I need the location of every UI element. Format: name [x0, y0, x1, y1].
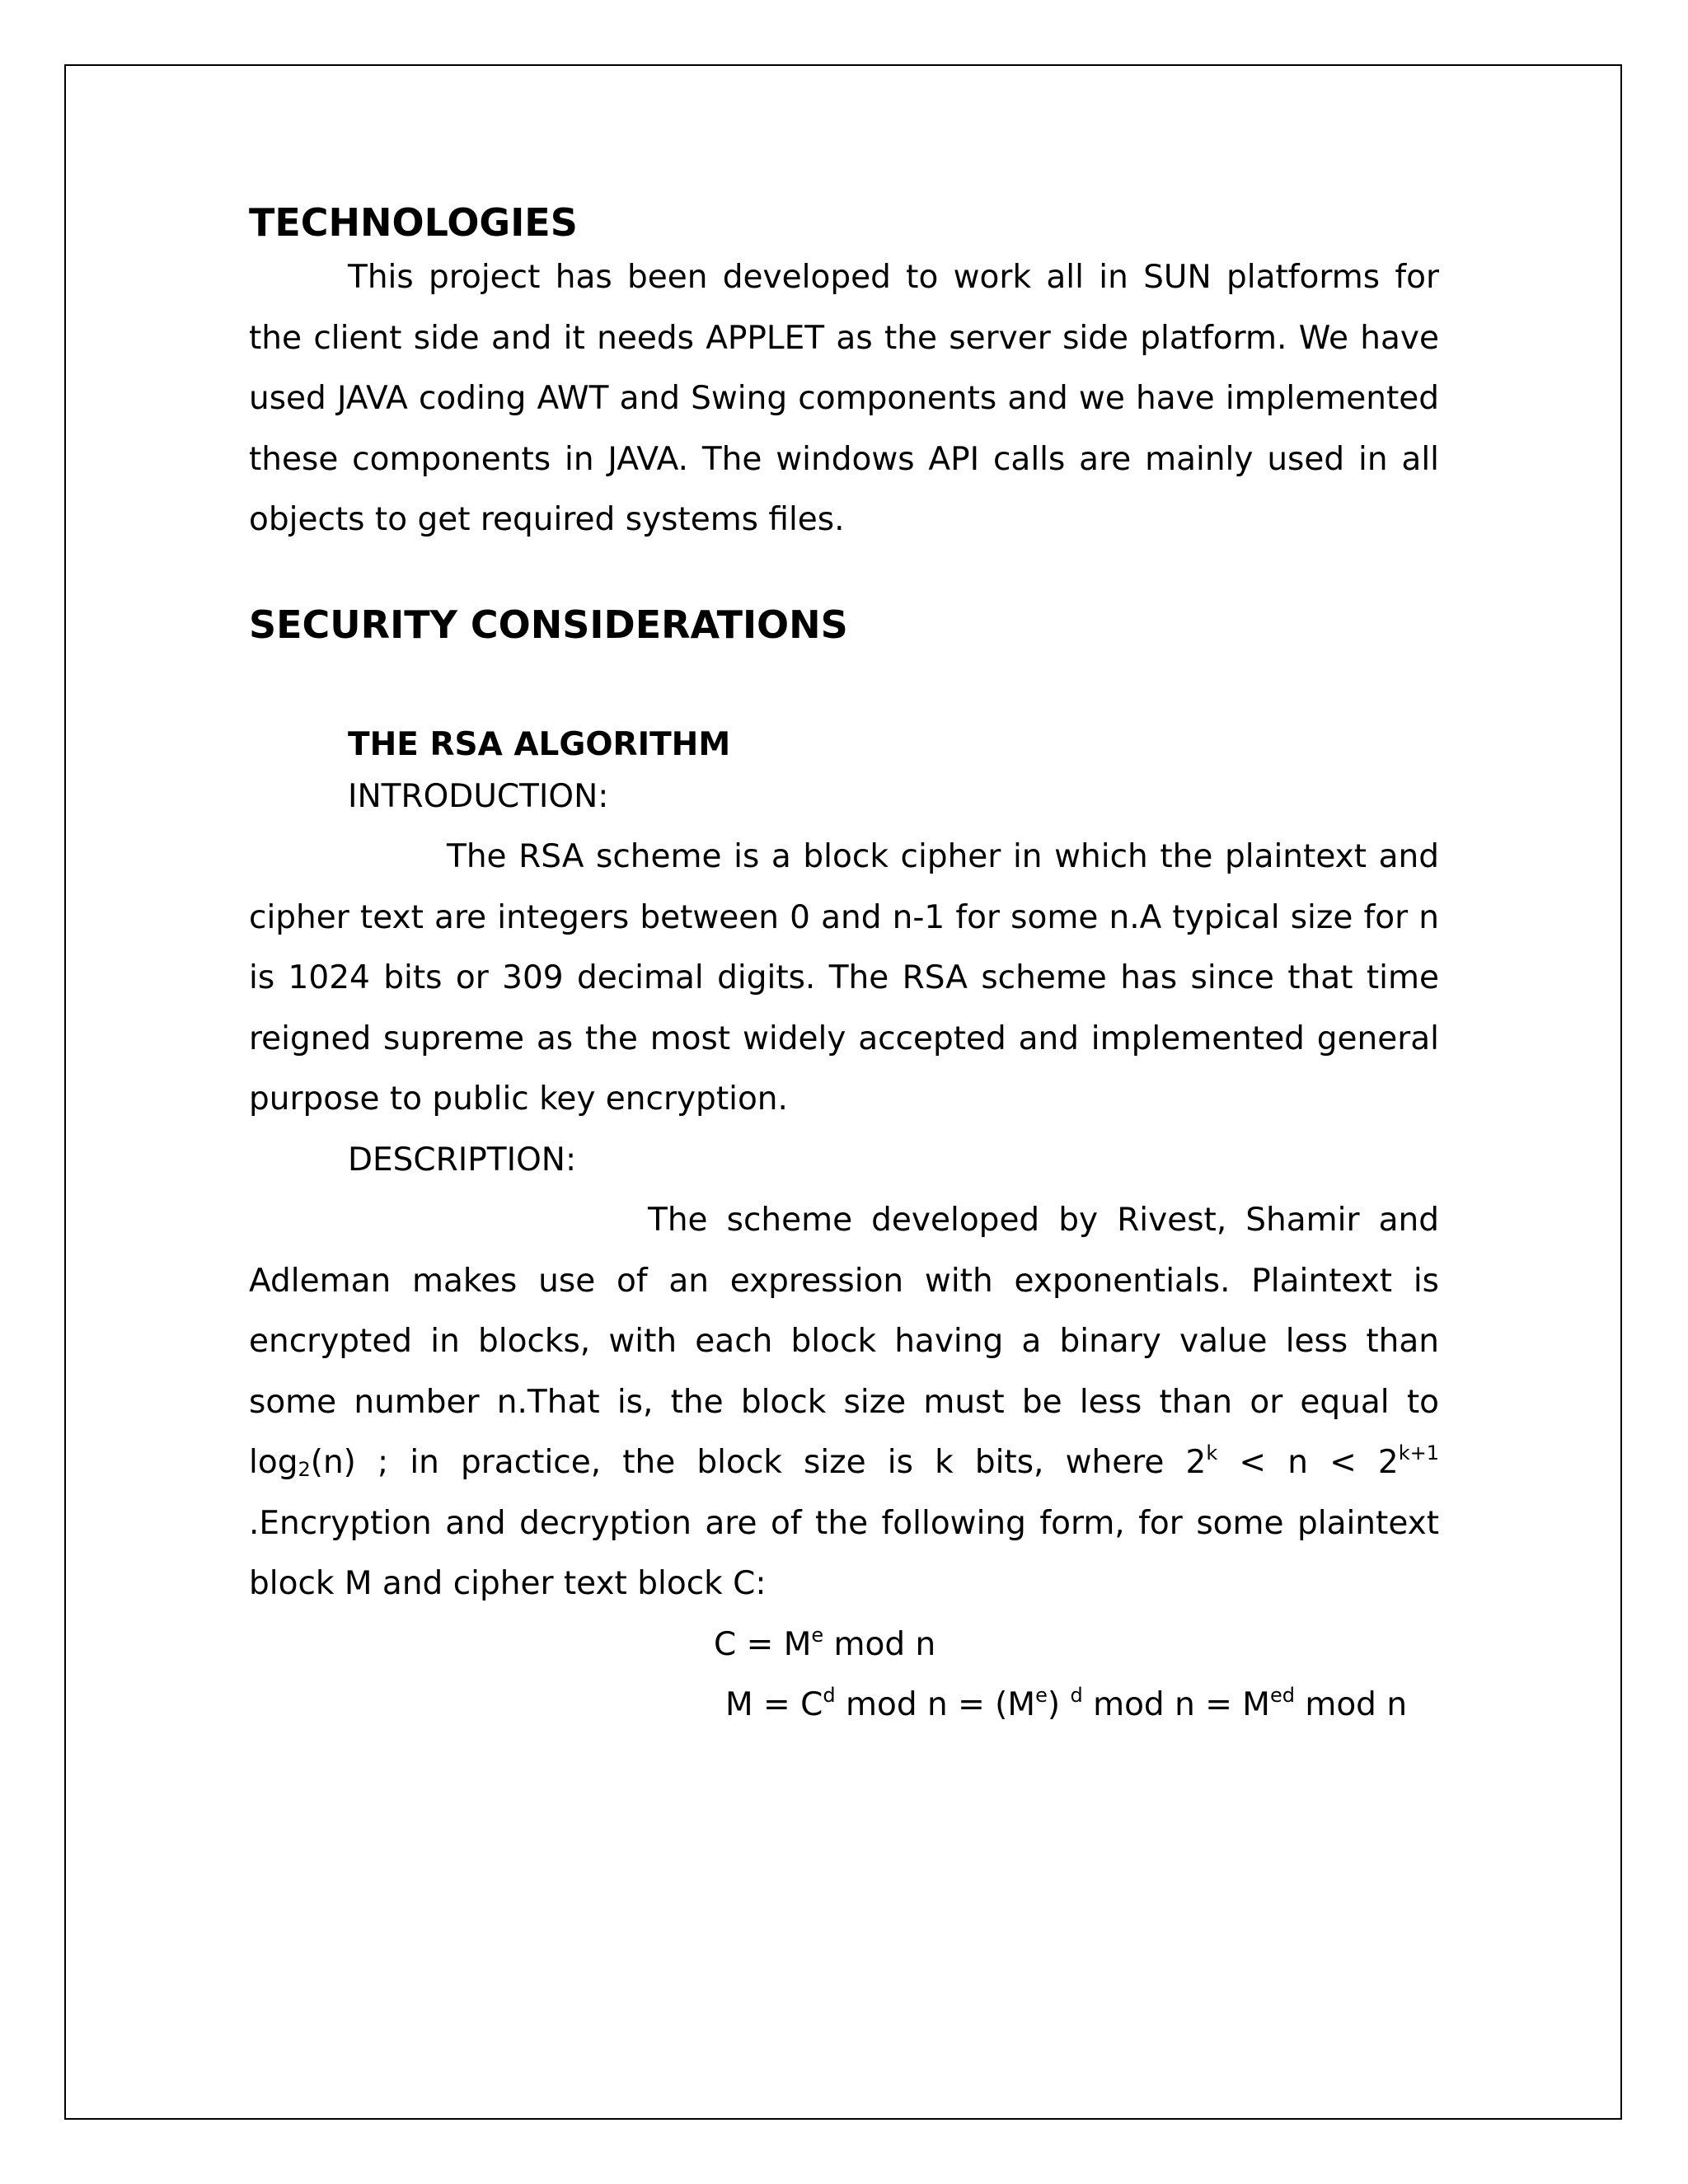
- formula1-lhs: C = M: [714, 1625, 812, 1663]
- rsa-heading: THE RSA ALGORITHM: [348, 725, 731, 763]
- introduction-label: INTRODUCTION:: [348, 777, 609, 815]
- formula2-exp-d2: d: [1070, 1684, 1083, 1707]
- formula2-exp-ed: ed: [1269, 1684, 1295, 1707]
- technologies-paragraph: This project has been developed to work all in SUN platforms for the client side and it needs APPLET as the server side platform. We have used JAVA coding AWT and Swing components and we have implemented these components in JAVA. The windows API calls are mainly used in all objects to get required systems files.: [249, 259, 1439, 538]
- formula2-part4: mod n = M: [1082, 1686, 1270, 1723]
- formula1-exp-e: e: [811, 1623, 824, 1647]
- exponent-k: k: [1206, 1441, 1218, 1465]
- formula2-part3: ): [1047, 1686, 1071, 1723]
- section-gap: [249, 551, 1439, 600]
- description-paragraph: [249, 1190, 1439, 1615]
- description-label: DESCRIPTION:: [348, 1141, 577, 1179]
- exponent-k-plus-1: k+1: [1398, 1441, 1439, 1465]
- formula1-rest: mod n: [823, 1625, 936, 1663]
- decryption-formula: [249, 1675, 1439, 1736]
- introduction-paragraph: The RSA scheme is a block cipher in which the plaintext and cipher text are integers between 0 and n-1 for some n.A typical size for n is 1024 bits or 309 decimal digits. The RSA scheme has since that time reigned supreme as the most widely accepted and implemented general purpose to public key encryption.: [249, 838, 1439, 1118]
- technologies-heading: TECHNOLOGIES: [249, 200, 578, 245]
- document-content: [249, 198, 1439, 1736]
- security-heading: SECURITY CONSIDERATIONS: [249, 602, 848, 647]
- formula2-exp-d: d: [823, 1684, 836, 1707]
- formula2-exp-e: e: [1035, 1684, 1048, 1707]
- description-text-3: < n < 2: [1217, 1444, 1399, 1481]
- description-text-4: .Encryption and decryption are of the following form, for some plaintext block M and cipher text block C:: [249, 1504, 1439, 1602]
- formula2-part2: mod n = (M: [835, 1686, 1036, 1723]
- section-gap: [249, 649, 1439, 724]
- formula2-part1: M = C: [725, 1686, 823, 1723]
- log-base-subscript: 2: [298, 1458, 311, 1481]
- formula2-part5: mod n: [1294, 1686, 1408, 1723]
- encryption-formula: [249, 1615, 1439, 1675]
- description-text-2: (n) ; in practice, the block size is k bits, where 2: [310, 1444, 1207, 1481]
- description-text-1: The scheme developed by Rivest, Shamir and Adleman makes use of an expression with exponentials. Plaintext is encrypted in blocks, with each block having a binary value less than some number n.That is, the block size must be less than or equal to log: [249, 1202, 1439, 1481]
